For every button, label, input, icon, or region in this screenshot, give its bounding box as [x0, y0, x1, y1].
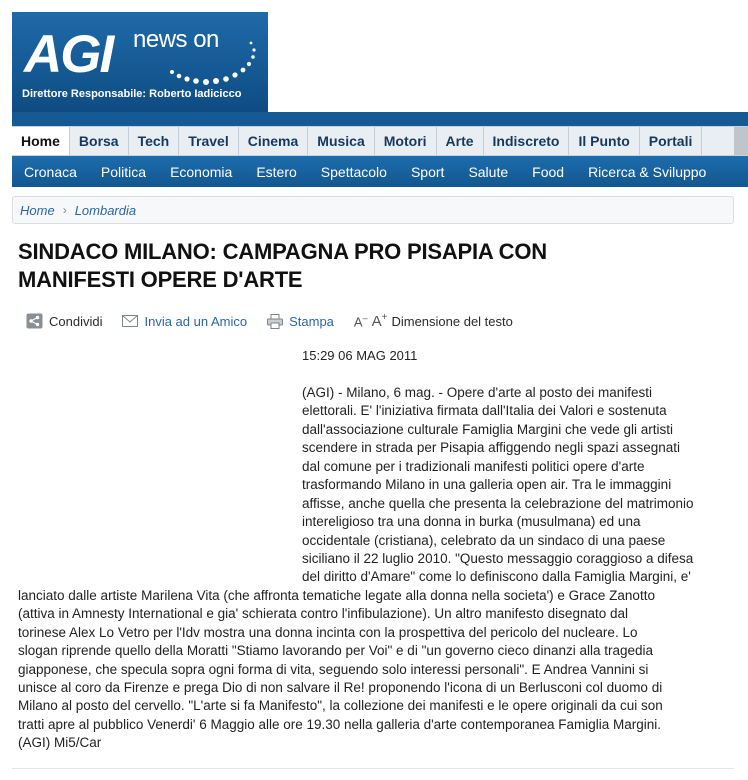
font-decrease-label: A — [353, 314, 363, 330]
footer-divider — [12, 768, 734, 769]
article-line: siciliano il 22 luglio 2010. "Questo messaggio coraggioso a difesa — [302, 550, 694, 566]
article-line: (attiva in Amnesty International e gia' schierata contro l'infibulazione). Un altro manifesto disegnato dal — [18, 606, 628, 622]
nav-item-il-punto[interactable]: Il Punto — [569, 127, 639, 155]
breadcrumb-home[interactable]: Home — [20, 202, 55, 218]
article-body — [18, 384, 736, 753]
breadcrumb-lombardia[interactable]: Lombardia — [74, 202, 137, 218]
nav-item-motori[interactable]: Motori — [375, 127, 437, 155]
article-line: (AGI) Mi5/Car — [18, 735, 102, 751]
article-title-line: MANIFESTI OPERE D'ARTE — [18, 267, 303, 292]
font-size-controls — [354, 312, 513, 330]
send-to-friend-label: Invia ad un Amico — [144, 313, 248, 329]
nav-item-estero[interactable]: Estero — [256, 163, 297, 180]
share-label: Condividi — [49, 313, 103, 329]
nav-item-portali[interactable]: Portali — [640, 127, 703, 155]
nav-item-salute[interactable]: Salute — [468, 163, 509, 180]
article-line: scendere in strada per Pisapia affiggendo negli spazi assegnati — [302, 440, 680, 456]
article-datetime: 15:29 06 MAG 2011 — [302, 348, 418, 363]
article-line: (AGI) - Milano, 6 mag. - Opere d'arte al posto dei manifesti — [302, 385, 652, 400]
director-credit: Direttore Responsabile: Roberto Iadicicco — [22, 88, 242, 100]
nav-item-economia[interactable]: Economia — [170, 163, 233, 180]
logo-swoosh-icon — [166, 38, 258, 90]
article-line: torinese Alex Lo Vetro per l'Idv mostra una donna incinta con la prospettiva del pericolo del nucleare. Lo — [18, 624, 638, 640]
nav-item-spettacolo[interactable]: Spettacolo — [320, 163, 387, 180]
nav-item-indiscreto[interactable]: Indiscreto — [484, 127, 570, 155]
article-title-line: SINDACO MILANO: CAMPAGNA PRO PISAPIA CON — [18, 239, 547, 264]
secondary-nav — [12, 156, 748, 187]
font-size-label: Dimensione del testo — [391, 313, 513, 329]
print-button[interactable] — [267, 314, 334, 329]
article-line: affisse, anche quella che presenta la celebrazione del matrimonio — [302, 495, 694, 511]
share-icon — [26, 313, 43, 329]
nav-item-musica[interactable]: Musica — [308, 127, 374, 155]
article-line: trasformando Milano in una galleria open air. Tra le immaggini — [302, 477, 672, 493]
breadcrumb — [12, 196, 734, 224]
nav-item-cinema[interactable]: Cinema — [239, 127, 309, 155]
article-line: dall'associazione culturale Famiglia Margini che vede gli artisti — [302, 421, 673, 437]
article-line: del diritto d'Amare" come lo definiscono dalla Famiglia Margini, e' — [302, 569, 691, 585]
article-line: elettorali. E' l'iniziativa firmata dall'Italia dei Valori e sostenuta — [302, 403, 667, 419]
primary-nav — [12, 126, 748, 156]
nav-item-home[interactable]: Home — [12, 127, 70, 155]
article-line: lanciato dalle artiste Marilena Vita (che affronta tematiche legate alla donna nella societa') e Grace Zanotto — [18, 587, 655, 603]
article-line: tratti apre al pubblico Venerdi' 6 Maggio alle ore 19.30 nella galleria d'arte contemporanea Famiglia Margini. — [18, 716, 662, 732]
nav-overflow — [734, 127, 748, 155]
nav-item-arte[interactable]: Arte — [437, 127, 484, 155]
nav-item-politica[interactable]: Politica — [100, 163, 147, 180]
nav-item-borsa[interactable]: Borsa — [70, 127, 129, 155]
printer-icon — [267, 314, 283, 329]
nav-item-travel[interactable]: Travel — [179, 127, 238, 155]
nav-item-tech[interactable]: Tech — [129, 127, 180, 155]
envelope-icon — [122, 315, 138, 327]
agi-logo: AGI — [24, 25, 113, 84]
nav-item-ricerca-sviluppo[interactable]: Ricerca & Sviluppo — [588, 163, 707, 180]
article-tools — [26, 310, 726, 332]
article-line: unisce al coro da Firenze e prega Dio di non salvare il Re! proponendo l'icona di un Berlusconi col duomo di — [18, 680, 663, 695]
nav-item-sport[interactable]: Sport — [410, 163, 445, 180]
send-to-friend-button[interactable] — [122, 314, 247, 329]
news-on-logo-text: news on — [133, 26, 219, 53]
article-line: occidentale (cristiana), celebrato da un sindaco di una paese — [302, 532, 666, 548]
font-decrease-button[interactable]: A– — [353, 312, 368, 330]
article-line: Milano al posto del cervello. "L'arte si fa Manifesto", la collezione dei manifesti e le opere originali da cui son — [18, 698, 663, 714]
print-label: Stampa — [289, 313, 334, 329]
header-ad-area — [268, 12, 748, 112]
article-line: intereligioso tra una donna in burka (musulmana) ed una — [302, 514, 641, 530]
font-increase-button[interactable]: A+ — [371, 312, 388, 330]
share-button[interactable] — [26, 313, 102, 329]
font-increase-label: A — [371, 313, 382, 330]
breadcrumb-separator-icon: › — [62, 203, 67, 217]
header-band — [12, 112, 748, 126]
article-title — [18, 238, 718, 294]
article-line: giapponese, che specula sopra ogni forma di vita, seguendo solo interessi personali". E Andrea Vannini si — [18, 661, 649, 677]
nav-item-food[interactable]: Food — [532, 163, 565, 180]
nav-item-cronaca[interactable]: Cronaca — [24, 163, 77, 180]
article-line: dal comune per i tradizionali manifesti politici opere d'arte — [302, 458, 645, 474]
site-header-logo[interactable] — [12, 12, 268, 112]
article-line: slogan riprende quello della Moratti "Stiamo lavorando per Voi" e di "un governo cieco dinanzi alla tragedia — [18, 643, 654, 659]
